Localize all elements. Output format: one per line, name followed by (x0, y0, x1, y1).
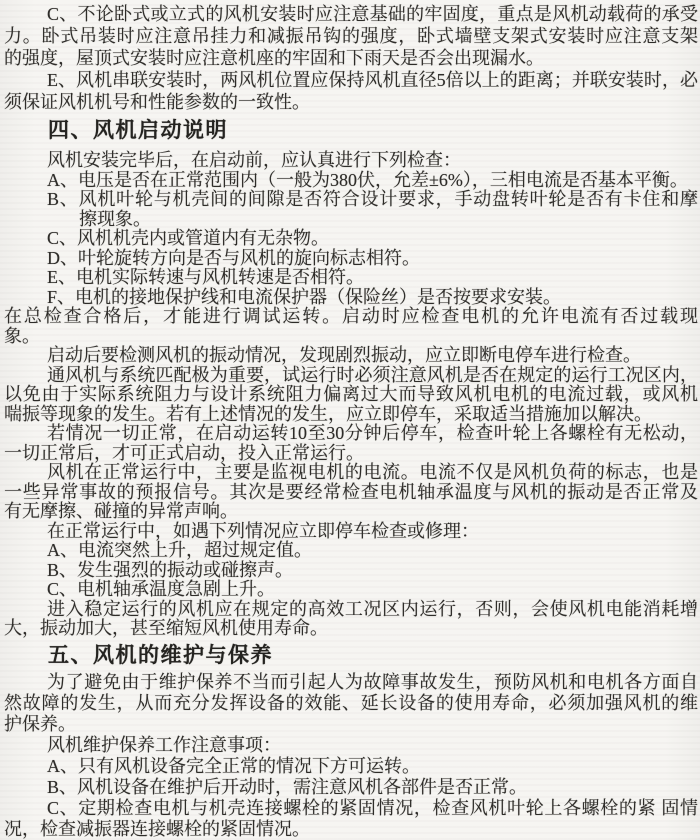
text-line: F、电机的接地保护线和电流保护器（保险丝）是否按要求安装。 (47, 286, 562, 307)
startup-section-body (4, 151, 698, 639)
text-line: 以免由于实际系统阻力与设计系统阻力偏离过大而导致风机电机的电流过载，或风机 (4, 384, 698, 404)
text-line: 为了避免由于维护保养不当而引起人为故障事故发生，预防风机和电机各方面自 (47, 671, 698, 692)
text-line: B、风机叶轮与机壳间的间隙是否符合设计要求，手动盘转叶轮是否有卡住和摩 (47, 189, 698, 209)
maintenance-section-body (4, 672, 698, 840)
text-line: 通风机与系统匹配极为重要，试运行时必须注意风机是否在规定的运行工况区内， (47, 364, 698, 385)
text-line: 况，检查减振器连接螺栓的紧固情况。 (4, 818, 310, 839)
text-line: A、只有风机设备完全正常的情况下方可运转。 (47, 755, 420, 776)
text-line: C、不论卧式或立式的风机安装时应注意基础的牢固度，重点是风机动载荷的承受 (47, 4, 698, 24)
text-line: 启动后要检测风机的振动情况，发现剧烈振动，应立即断电停车进行检查。 (47, 345, 641, 365)
text-line: 喘振等现象的发生。若有上述情况的发生，应立即停车，采取适当措施加以解决。 (4, 403, 652, 424)
text-line: A、电流突然上升，超过规定值。 (47, 540, 312, 560)
text-line: 擦现象。 (79, 208, 151, 229)
text-line: 进入稳定运行的风机应在规定的高效工况区内运行，否则，会使风机电能消耗增 (47, 598, 698, 619)
section-5-heading: 五、风机的维护与保养 (48, 643, 273, 667)
text-line: A、电压是否在正常范围内（一般为380伏，允差±6%），三相电流是否基本平衡。 (47, 169, 688, 190)
text-line: 一些异常事故的预报信号。其次是要经常检查电机轴承温度与风机的振动是否正常及 (4, 481, 698, 502)
text-line: D、叶轮旋转方向是否与风机的旋向标志相符。 (47, 247, 420, 268)
installation-section-tail (4, 3, 698, 113)
text-line: 然故障的发生，从而充分发挥设备的效能、延长设备的使用寿命，必须加强风机的维 (4, 692, 698, 713)
text-line: 力。卧式吊装时应注意吊挂力和减振吊钩的强度，卧式墙壁支架式安装时应注意支架 (4, 26, 698, 46)
text-line: 若情况一切正常，在启动运转10至30分钟后停车，检查叶轮上各螺栓有无松动， (47, 423, 698, 443)
text-line: B、发生强烈的振动或碰擦声。 (47, 559, 294, 580)
text-line: 的强度，屋顶式安装时应注意机座的牢固和下雨天是否会出现漏水。 (4, 48, 544, 68)
text-line: 在正常运行中，如遇下列情况应立即停车检查或修理： (47, 520, 479, 541)
text-line: 一切正常后，才可正式启动，投入正常运行。 (4, 442, 364, 463)
section-4-heading: 四、风机启动说明 (48, 119, 228, 142)
text-line: 风机维护保养工作注意事项： (47, 734, 281, 755)
text-line: 在总检查合格后，才能进行调试运转。启动时应检查电机的允许电流有否过载现 (4, 306, 698, 326)
text-line: 护保养。 (4, 713, 76, 734)
text-line: 风机在正常运行中，主要是监视电机的电流。电流不仅是风机负荷的标志，也是 (47, 462, 698, 482)
text-line: C、电机轴承温度急剧上升。 (47, 579, 276, 599)
text-line: 须保证风机机号和性能参数的一致性。 (4, 92, 310, 112)
text-line: 有无摩擦、碰撞的异常声响。 (4, 501, 238, 521)
text-line: 风机安装完毕后，在启动前，应认真进行下列检查： (47, 150, 461, 170)
text-line: E、电机实际转速与风机转速是否相符。 (47, 267, 364, 287)
text-line: 大，振动加大，甚至缩短风机使用寿命。 (4, 618, 328, 638)
text-line: C、风机机壳内或管道内有无杂物。 (47, 228, 330, 248)
text-line: E、风机串联安装时，两风机位置应保持风机直径5倍以上的距离；并联安装时，必 (47, 70, 698, 90)
text-line: 象。 (4, 325, 40, 346)
text-line: B、风机设备在维护后开动时，需注意风机各部件是否正常。 (47, 776, 528, 797)
text-line: C、定期检查电机与机壳连接螺栓的紧固情况，检查风机叶轮上各螺栓的紧 固情 (47, 797, 698, 818)
